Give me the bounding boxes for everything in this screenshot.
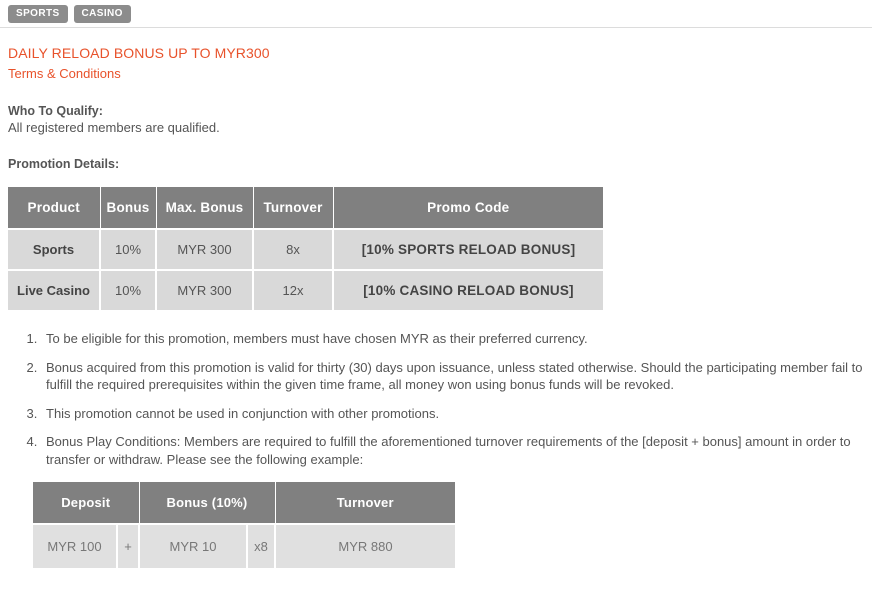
example-header-row — [33, 482, 455, 524]
bonus-example-table — [33, 482, 455, 568]
column-header-deposit: Deposit — [33, 482, 139, 524]
column-header-bonus: Bonus — [100, 187, 156, 229]
promotion-details-heading: Promotion Details: — [8, 157, 120, 171]
list-item: 4. Bonus Play Conditions: Members are required to fulfill the aforementioned turnover requirements of the [deposit + bonus] amount in order to transfer or withdraw. Please see the following example: — [41, 433, 864, 468]
cell-turnover: 12x — [253, 270, 333, 310]
page-title: DAILY RELOAD BONUS UP TO MYR300 — [8, 45, 270, 61]
cell-promo-code: [10% SPORTS RELOAD BONUS] — [333, 229, 603, 270]
column-header-example-turnover: Turnover — [275, 482, 455, 524]
column-header-turnover: Turnover — [253, 187, 333, 229]
cell-product: Sports — [8, 229, 100, 270]
tab-sports[interactable]: SPORTS — [8, 5, 68, 23]
list-item: 3. This promotion cannot be used in conjunction with other promotions. — [41, 405, 864, 423]
cell-product: Live Casino — [8, 270, 100, 310]
column-header-bonus-percent: Bonus (10%) — [139, 482, 275, 524]
list-item: 2. Bonus acquired from this promotion is valid for thirty (30) days upon issuance, unless stated otherwise. Should the participating member fail to fulfill the required prerequisites within the given time frame, all money won using bonus funds will be revoked. — [41, 359, 864, 394]
cell-bonus: 10% — [100, 270, 156, 310]
example-row — [33, 524, 455, 568]
column-header-promo-code: Promo Code — [333, 187, 603, 229]
cell-max-bonus: MYR 300 — [156, 270, 253, 310]
cell-max-bonus: MYR 300 — [156, 229, 253, 270]
cell-bonus: 10% — [100, 229, 156, 270]
table-row — [8, 229, 603, 270]
list-item: 1. To be eligible for this promotion, members must have chosen MYR as their preferred currency. — [41, 330, 864, 348]
category-tabbar — [0, 0, 872, 28]
who-to-qualify-text: All registered members are qualified. — [8, 120, 220, 135]
cell-turnover: 8x — [253, 229, 333, 270]
cell-example-turnover: MYR 880 — [275, 524, 455, 568]
cell-multiplier-operator: x8 — [247, 524, 275, 568]
cell-example-deposit: MYR 100 — [33, 524, 117, 568]
tab-casino[interactable]: CASINO — [74, 5, 131, 23]
promotion-content — [0, 45, 872, 568]
terms-and-conditions-link[interactable]: Terms & Conditions — [8, 66, 121, 81]
cell-example-bonus: MYR 10 — [139, 524, 247, 568]
table-header-row — [8, 187, 603, 229]
cell-plus-operator: + — [117, 524, 139, 568]
promotion-details-table — [8, 187, 603, 310]
who-to-qualify-heading: Who To Qualify: — [8, 104, 103, 118]
column-header-max-bonus: Max. Bonus — [156, 187, 253, 229]
terms-list — [8, 330, 864, 468]
table-row — [8, 270, 603, 310]
column-header-product: Product — [8, 187, 100, 229]
cell-promo-code: [10% CASINO RELOAD BONUS] — [333, 270, 603, 310]
